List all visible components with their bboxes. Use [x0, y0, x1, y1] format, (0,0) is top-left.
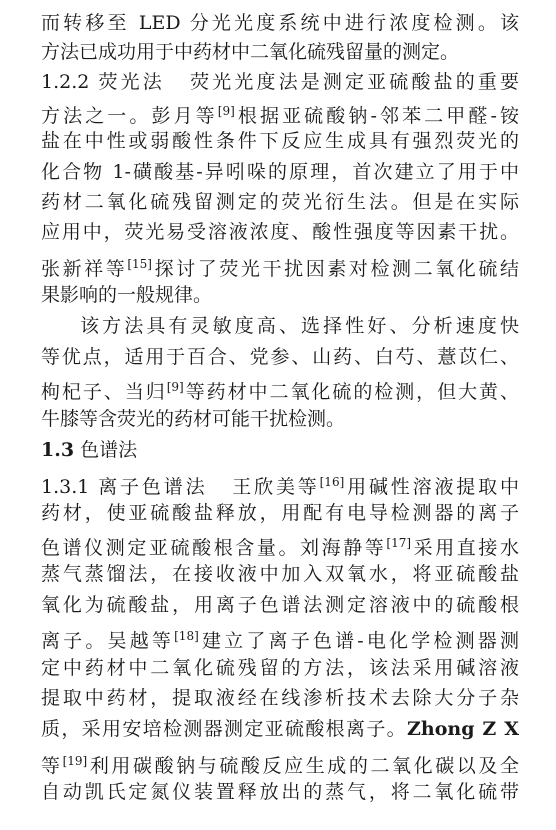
- body-text: 色谱法: [74, 439, 138, 461]
- text-line: [41, 620, 519, 652]
- body-text: 枸杞子、当归: [41, 381, 167, 403]
- text-line: [41, 434, 519, 466]
- text-line: [41, 248, 519, 280]
- body-text: 质，采用安培检测器测定亚硫酸根离子。: [41, 718, 408, 740]
- body-text: 药材二氧化硫残留测定的荧光衍生法。但是在实际: [41, 191, 519, 213]
- text-line: [41, 36, 519, 68]
- text-line: [41, 156, 519, 188]
- body-text: 方法之一。彭月等: [41, 105, 218, 127]
- text-line: [41, 713, 519, 745]
- text-line: [41, 341, 519, 373]
- text-line: [80, 310, 519, 342]
- citation-ref: [17]: [386, 536, 412, 550]
- citation-ref: [16]: [319, 475, 345, 489]
- body-text: 方法已成功用于中药材中二氧化硫残留量的测定。: [41, 41, 460, 63]
- body-text: 定中药材中二氧化硫残留的方法，该法采用碱溶液: [41, 657, 519, 679]
- body-text: 离子。吴越等: [41, 630, 175, 652]
- citation-ref: [15]: [127, 257, 152, 271]
- text-line: [41, 371, 519, 403]
- text-line: [41, 745, 519, 777]
- body-text: 果影响的一般规律。: [41, 284, 213, 306]
- text-line: [41, 7, 519, 39]
- body-text: 等优点，适用于百合、党参、山药、白芍、薏苡仁、: [41, 346, 519, 368]
- text-line: [41, 403, 519, 435]
- body-text: 提取中药材，提取液经在线渗析技术去除大分子杂: [41, 687, 519, 709]
- body-text: 根据亚硫酸钠-邻苯二甲醛-铵: [234, 105, 519, 127]
- body-text: 用碱性溶液提取中: [344, 476, 519, 498]
- body-text: 张新祥等: [41, 258, 128, 280]
- text-line: [41, 466, 519, 498]
- citation-ref: [19]: [62, 754, 88, 768]
- text-line: [41, 652, 519, 684]
- body-text: 王欣美等: [229, 476, 320, 498]
- text-line: [41, 497, 519, 529]
- text-line: [41, 527, 519, 559]
- body-text: 荧光光度法是测定亚硫酸盐的重要: [186, 71, 519, 93]
- text-line: [41, 216, 519, 248]
- body-text: 牛膝等含荧光的药材可能干扰检测。: [41, 408, 346, 430]
- bold-text: 1.3: [41, 439, 75, 461]
- body-text: 而转移至 LED 分光光度系统中进行浓度检测。该: [41, 12, 519, 34]
- body-text: 应用中，荧光易受溶液浓度、酸性强度等因素干扰。: [41, 221, 519, 243]
- text-line: [41, 589, 519, 621]
- section-heading: 1.2.2 荧光法: [41, 71, 165, 93]
- body-text: 建立了离子色谱-电化学检测器测: [198, 630, 519, 652]
- body-text: 采用直接水: [411, 537, 519, 559]
- body-text: 化合物 1-磺酸基-异吲哚的原理，首次建立了用于中: [41, 161, 519, 183]
- body-text: 蒸气蒸馏法，在接收液中加入双氧水，将亚硫酸盐: [41, 563, 519, 585]
- text-line: [41, 186, 519, 218]
- body-text: 利用碳酸钠与硫酸反应生成的二氧化碳以及全: [87, 755, 519, 777]
- body-text: 药材，使亚硫酸盐释放，用配有电导检测器的离子: [41, 502, 519, 524]
- bold-text: Zhong Z X: [407, 718, 519, 740]
- citation-ref: [9]: [217, 104, 235, 118]
- text-line: [41, 125, 519, 157]
- citation-ref: [9]: [166, 380, 184, 394]
- citation-ref: [18]: [174, 629, 199, 643]
- section-heading: 1.3.1 离子色谱法: [41, 476, 208, 498]
- text-line: [41, 279, 519, 311]
- text-line: [41, 95, 519, 127]
- text-line: [41, 682, 519, 714]
- body-text: 氧化为硫酸盐，用离子色谱法测定溶液中的硫酸根: [41, 594, 519, 616]
- text-line: [41, 776, 519, 808]
- body-text: 自动凯氏定氮仪装置释放出的蒸气，将二氧化硫带: [41, 781, 519, 803]
- body-text: 探讨了荧光干扰因素对检测二氧化硫结: [152, 258, 519, 280]
- body-text: 色谱仪测定亚硫酸根含量。刘海静等: [41, 537, 387, 559]
- text-line: [41, 558, 519, 590]
- text-line: [41, 66, 519, 98]
- body-text: 该方法具有灵敏度高、选择性好、分析速度快: [80, 315, 519, 337]
- body-text: 等: [41, 755, 63, 777]
- body-text: 等药材中二氧化硫的检测，但大黄、: [183, 381, 519, 403]
- body-text: 盐在中性或弱酸性条件下反应生成具有强烈荧光的: [41, 130, 519, 152]
